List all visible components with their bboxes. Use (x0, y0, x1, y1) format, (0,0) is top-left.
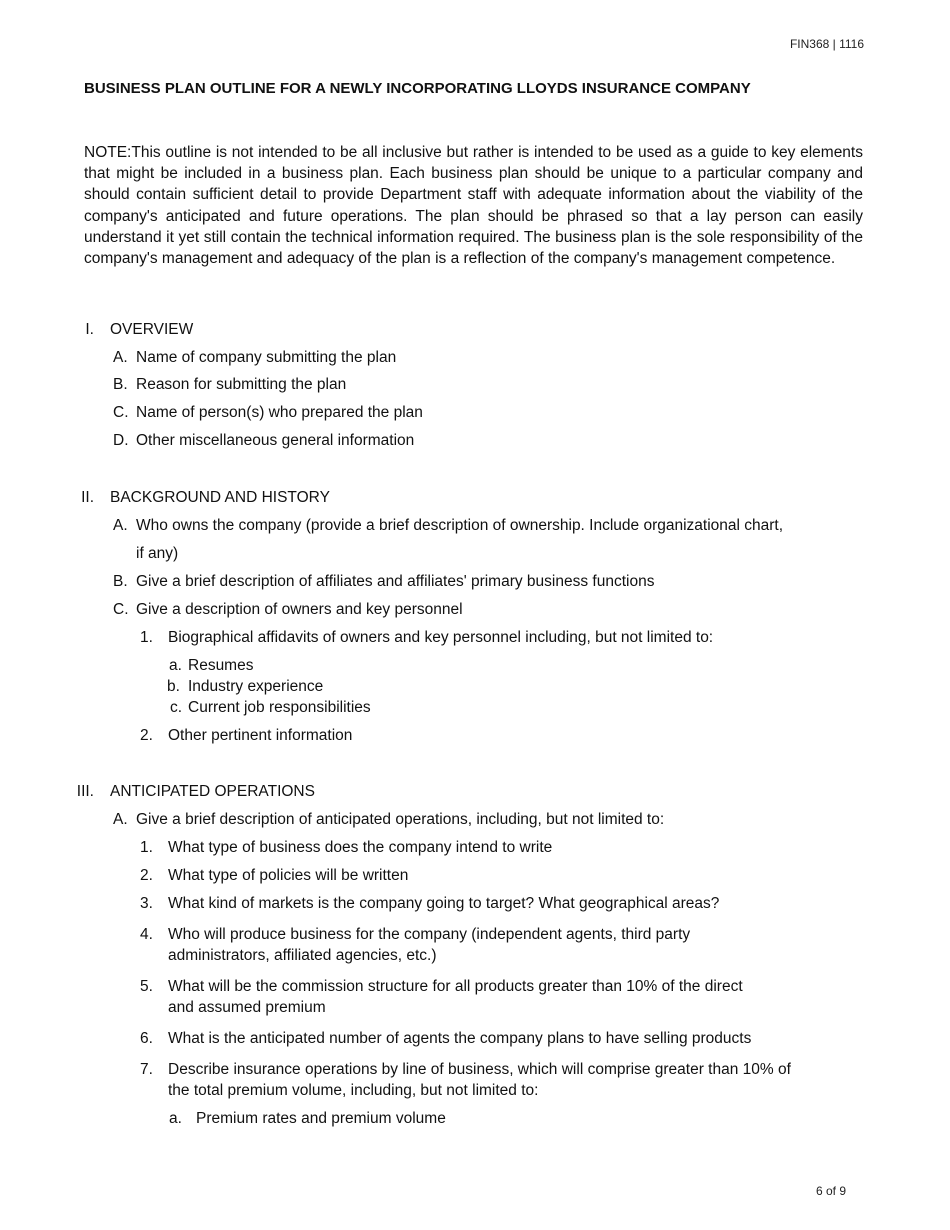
item-letter: A. (113, 349, 128, 366)
list-item: What type of policies will be written (168, 867, 409, 884)
list-item: Give a description of owners and key personnel (136, 601, 463, 618)
section-heading-operations: ANTICIPATED OPERATIONS (110, 783, 315, 800)
item-letter: B. (113, 573, 128, 590)
section-heading-background: BACKGROUND AND HISTORY (110, 489, 330, 506)
list-item: Give a brief description of affiliates and affiliates' primary business functions (136, 573, 655, 590)
list-item: Who owns the company (provide a brief description of ownership. Include organizational chart, (136, 517, 784, 534)
item-number: 7. (140, 1061, 153, 1078)
list-item-continuation: the total premium volume, including, but not limited to: (168, 1082, 539, 1099)
list-item: What kind of markets is the company going to target? What geographical areas? (168, 895, 720, 912)
item-number: 1. (140, 839, 153, 856)
item-subletter: a. (169, 657, 182, 674)
section-heading-overview: OVERVIEW (110, 321, 194, 338)
list-item: Name of company submitting the plan (136, 349, 397, 366)
page-number: 6 of 9 (816, 1184, 847, 1198)
page-title: BUSINESS PLAN OUTLINE FOR A NEWLY INCORPORATING LLOYDS INSURANCE COMPANY (84, 80, 751, 97)
list-item: Resumes (188, 657, 254, 674)
item-subletter: c. (170, 699, 183, 716)
list-item: Current job responsibilities (188, 699, 371, 716)
list-item: What type of business does the company intend to write (168, 839, 553, 856)
item-number: 6. (140, 1030, 153, 1047)
list-item-continuation: administrators, affiliated agencies, etc.) (168, 947, 437, 964)
list-item-continuation: if any) (136, 545, 179, 562)
item-letter: A. (113, 811, 128, 828)
list-item: Reason for submitting the plan (136, 376, 347, 393)
list-item: What will be the commission structure for all products greater than 10% of the direct (168, 978, 743, 995)
list-item: Who will produce business for the company (independent agents, third party (168, 926, 691, 943)
item-number: 2. (140, 727, 153, 744)
item-subletter: b. (167, 678, 180, 695)
list-item: Give a brief description of anticipated operations, including, but not limited to: (136, 811, 665, 828)
note-paragraph: NOTE:This outline is not intended to be all inclusive but rather is intended to be used as a guide to key elements that might be included in a business plan. Each business plan should be unique to a particular company and should contain sufficient detail to provide Department staff with adequate information about the viability of the company's anticipated and future operations. The plan should be phrased so that a lay person can easily understand it yet still contain the technical information required. The business plan is the sole responsibility of the company's management and adequacy of the plan is a reflection of the company's management competence. (84, 144, 863, 268)
list-item: Biographical affidavits of owners and key personnel including, but not limited to: (168, 629, 714, 646)
item-number: 3. (140, 895, 153, 912)
item-subletter: a. (169, 1110, 182, 1127)
list-item: Describe insurance operations by line of business, which will comprise greater than 10% of (168, 1061, 791, 1078)
list-item: Industry experience (188, 678, 324, 695)
item-number: 1. (140, 629, 153, 646)
item-letter: C. (113, 404, 129, 421)
item-number: 4. (140, 926, 153, 943)
list-item: What is the anticipated number of agents the company plans to have selling products (168, 1030, 752, 1047)
section-number: I. (85, 321, 94, 338)
item-letter: D. (113, 432, 129, 449)
item-letter: C. (113, 601, 129, 618)
item-letter: A. (113, 517, 128, 534)
list-item: Premium rates and premium volume (196, 1110, 446, 1127)
list-item: Other miscellaneous general information (136, 432, 415, 449)
item-number: 5. (140, 978, 153, 995)
section-number: II. (81, 489, 94, 506)
section-number: III. (76, 783, 94, 800)
list-item-continuation: and assumed premium (168, 999, 326, 1016)
list-item: Other pertinent information (168, 727, 353, 744)
form-code: FIN368 | 1116 (789, 37, 864, 51)
item-number: 2. (140, 867, 153, 884)
item-letter: B. (113, 376, 128, 393)
list-item: Name of person(s) who prepared the plan (136, 404, 423, 421)
